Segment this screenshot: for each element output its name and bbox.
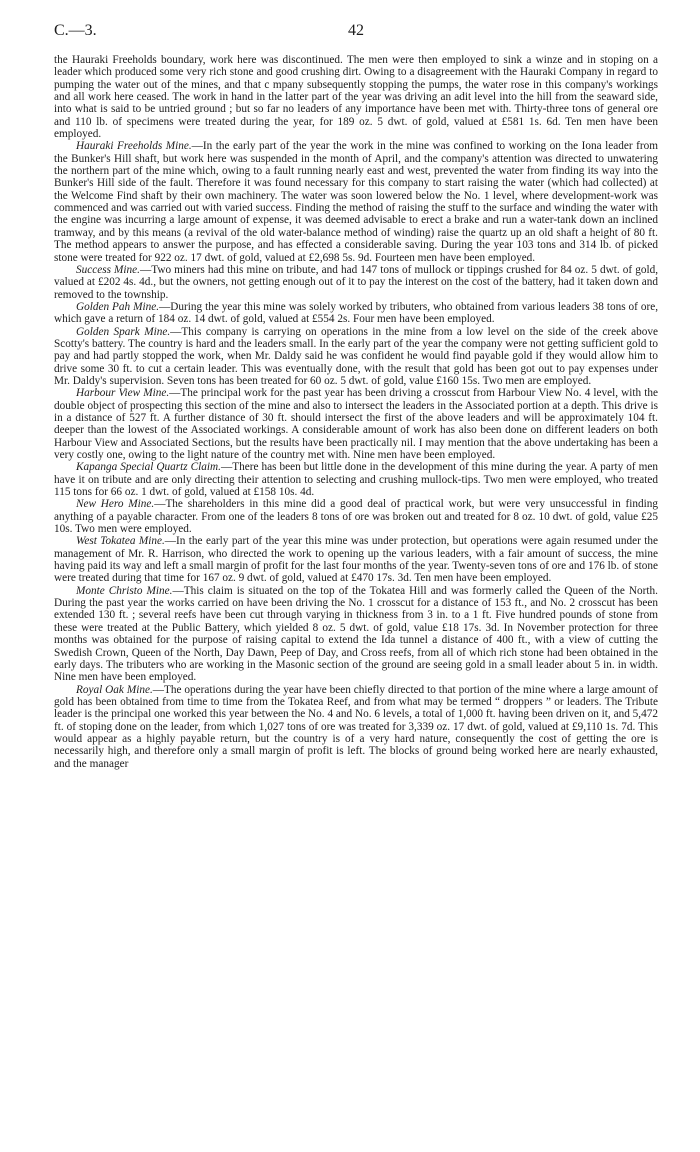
paragraph-hauraki-freeholds bbox=[54, 140, 658, 263]
paragraph-text: —In the early part of the year this mine was under protection, but operations were again resumed under the management of Mr. R. Harrison, who directed the work to opening up the various leaders, with a fair amount of success, the mine having paid its way and left a small margin of profit for the last four months of the year. Twenty-seven tons of ore and 176 lb. of stone were treated during that time for 167 oz. 9 dwt. of gold, valued at £470 17s. 3d. Ten men have been employed. bbox=[54, 535, 658, 585]
paragraph-text: the Hauraki Freeholds boundary, work here was discontinued. The men were then employed to sink a winze and in stoping on a leader which produced some very rich stone and good crushing dirt. Owing to a disagreement with the Hauraki Company in regard to pumping the water out of the mines, and that c mpany subsequently stopping the pumps, the water rose in this company's workings and all work here ceased. The work in hand in the latter part of the year was driving an adit level into the hill from the seaward side, into what is said to be untried ground ; but so far no leaders of any importance have been met with. Thirty-three tons of general ore and 110 lb. of specimens were treated during the year, for 189 oz. 5 dwt. of gold, valued at £581 1s. 6d. Ten men have been employed. bbox=[54, 54, 658, 141]
paragraph-success bbox=[54, 264, 658, 301]
paragraph-kapanga bbox=[54, 461, 658, 498]
paragraph-text: —During the year this mine was solely worked by tributers, who obtained from various leaders 38 tons of ore, which gave a return of 184 oz. 14 dwt. of gold, valued at £554 2s. Four men have been employed. bbox=[54, 300, 659, 326]
mine-heading: Hauraki Freeholds Mine. bbox=[76, 140, 192, 153]
paragraph-text: —There has been but little done in the development of this mine during the year. A party of men have it on tribute and are only directing their attention to selecting and crushing mullock-tips. Two men were employed, who treated 115 tons for 66 oz. 1 dwt. of gold, valued at £158 10s. 4d. bbox=[54, 461, 658, 499]
paragraph-text: —The operations during the year have been chiefly directed to that portion of the mine where a large amount of gold has been obtained from time to time from the Tokatea Reef, and from what may be termed “ droppers ” or leaders. The Tribute leader is the principal one worked this year between the No. 4 and No. 6 levels, a total of 1,000 ft. having been driven on it, and 5,472 ft. of stoping done on the leader, from which 1,027 tons of ore was treated for 3,339 oz. 17 dwt. of gold, valued at £9,110 1s. 7d. This would appear as a highly payable return, but the country is of a very hard nature, consequently the cost of getting the ore is necessarily high, and therefore only a small margin of profit is left. The blocks of ground being worked here are nearly exhausted, and the manager bbox=[54, 683, 658, 770]
mine-heading: Success Mine. bbox=[76, 263, 140, 276]
page-number: 42 bbox=[348, 22, 364, 39]
mine-heading: Monte Christo Mine. bbox=[76, 584, 173, 597]
mine-heading: Golden Spark Mine. bbox=[76, 325, 171, 338]
document-code: C.—3. bbox=[54, 22, 97, 39]
report-body bbox=[54, 54, 658, 770]
paragraph-west-tokatea bbox=[54, 535, 658, 584]
paragraph-harbour-view bbox=[54, 387, 658, 461]
paragraph-text: —Two miners had this mine on tribute, and had 147 tons of mullock or tippings crushed for 84 oz. 5 dwt. of gold, valued at £202 4s. 4d., but the owners, not getting enough out of it to pay the interest on the cost of the battery, had it taken down and removed to the township. bbox=[54, 263, 659, 301]
mine-heading: Kapanga Special Quartz Claim. bbox=[76, 461, 221, 474]
paragraph-text: —This company is carrying on operations in the mine from a low level on the side of the creek above Scotty's battery. The country is hard and the leaders small. In the early part of the year the company were not getting sufficient gold to pay and had partly stopped the work, when Mr. Daldy said he was confident he would find payable gold if they would allow him to drive some 30 ft. to cut a certain leader. This was eventually done, with the result that gold has been got out to pay expenses under Mr. Daldy's supervision. Seven tons has been treated for 60 oz. 5 dwt. of gold, value £160 15s. Two men are employed. bbox=[54, 325, 659, 387]
paragraph-new-hero bbox=[54, 498, 658, 535]
paragraph-golden-spark bbox=[54, 326, 658, 388]
mine-heading: Royal Oak Mine. bbox=[76, 683, 153, 696]
paragraph-golden-pah bbox=[54, 301, 658, 326]
page-header bbox=[54, 22, 658, 54]
mine-heading: New Hero Mine. bbox=[76, 498, 155, 511]
mine-heading: West Tokatea Mine. bbox=[76, 535, 165, 548]
mine-heading: Harbour View Mine. bbox=[76, 387, 170, 400]
paragraph-royal-oak bbox=[54, 684, 658, 770]
paragraph-continuation bbox=[54, 54, 658, 140]
paragraph-text: —The shareholders in this mine did a good deal of practical work, but were very unsuccessful in finding anything of a payable character. From one of the leaders 8 tons of ore was broken out and treated for 8 oz. 10 dwt. of gold, value £25 10s. Two men were employed. bbox=[54, 498, 658, 536]
mine-heading: Golden Pah Mine. bbox=[76, 300, 160, 313]
paragraph-text: —In the early part of the year the work in the mine was confined to working on the Iona leader from the Bunker's Hill shaft, but work here was suspended in the month of April, and the company's attention was directed to unwatering the northern part of the mine which, owing to a fault running nearly east and west, prevented the water from finding its way into the Bunker's Hill side of the fault. Therefore it was found necessary for this company to start raising the water (which had collected) at the Welcome Find shaft by their own machinery. The water was soon lowered below the No. 1 level, where development-work was commenced and was carried out with varied success. Finding the method of raising the stuff to the surface and winding the water with the engine was incurring a large amount of expense, it was deemed advisable to erect a brake and run a water-tank down an inclined tramway, and by this means (a revival of the old water-balance method of winding) raise the quartz up an old shaft a height of 80 ft. The method appears to answer the purpose, and has effected a considerable saving. During the year 103 tons and 314 lb. of picked stone were treated for 922 oz. 17 dwt. of gold, valued at £2,698 5s. 9d. Fourteen men have been employed. bbox=[54, 140, 658, 264]
paragraph-monte-christo bbox=[54, 585, 658, 684]
paragraph-text: —The principal work for the past year has been driving a crosscut from Harbour View No. 4 level, with the double object of prospecting this section of the mine and also to intersect the leaders in the Associated portion at a depth. This drive is in a distance of 527 ft. A further distance of 30 ft. should intersect the first of the above leaders and will be approximately 104 ft. deeper than the lowest of the Associated workings. A considerable amount of work has also been done on different leaders on both Harbour View and Associated Sections, but the results have been practically nil. I may mention that the above undertaking has been a very costly one, owing to the light nature of the country met with. Nine men have been employed. bbox=[54, 387, 658, 461]
paragraph-text: —This claim is situated on the top of the Tokatea Hill and was formerly called the Queen of the North. During the past year the works carried on have been driving the No. 1 crosscut for a distance of 153 ft., and No. 2 crosscut has been extended 130 ft. ; several reefs have been cut through varying in thickness from 3 in. to a 1 ft. Five hundred pounds of stone from these were treated at the Public Battery, which yielded 8 oz. 5 dwt. of gold, value £18 17s. 3d. In November protection for three months was obtained for the purpose of raising capital to extend the Ida tunnel a distance of 400 ft., with a view of cutting the Swedish Crown, Queen of the North, Day Dawn, Peep of Day, and Cross reefs, from all of which rich stone had been obtained in the early days. The tributers who are working in the Masonic section of the ground are seeing gold in a small leader about 5 in. in width. Nine men have been employed. bbox=[54, 584, 658, 684]
